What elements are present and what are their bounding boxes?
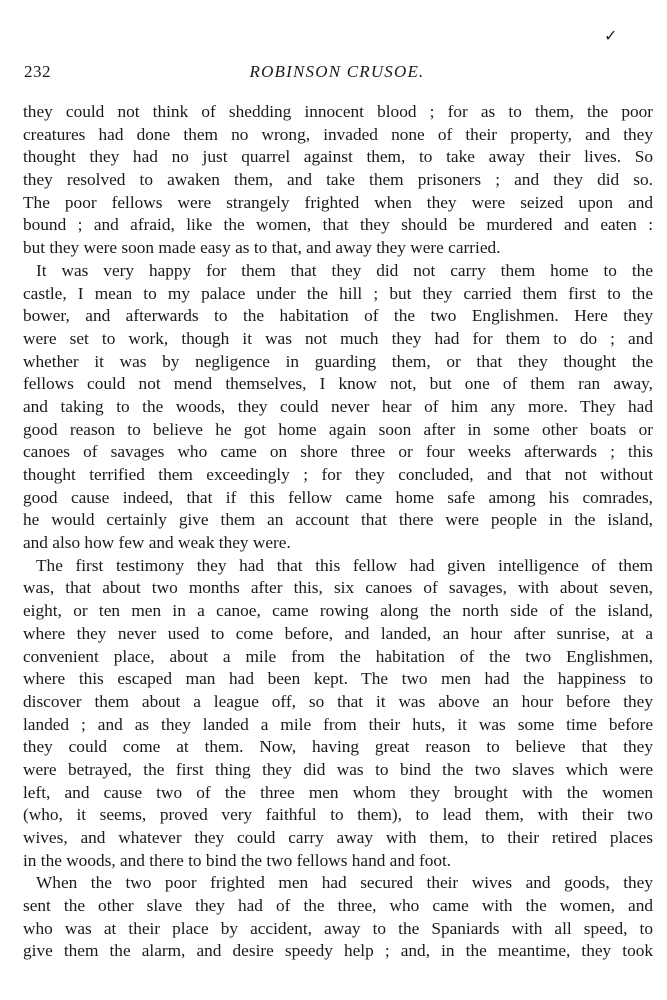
text-line: When the two poor frighted men had secured their wives and goods, they — [36, 873, 653, 893]
text-line: in the woods, and there to bind the two fellows hand and foot. — [23, 850, 452, 870]
text-line: fellows could not mend themselves, I know not, but one of them ran away, — [23, 374, 653, 394]
check-mark: ✓ — [604, 28, 618, 45]
text-line: The first testimony they had that this fellow had given intelligence of them — [36, 555, 653, 575]
text-line: was, that about two months after this, six canoes of savages, with about seven, — [23, 578, 653, 598]
text-line: where this escaped man had been kept. The two men had the happiness to — [23, 669, 653, 689]
text-line: The poor fellows were strangely frighted when they were seized upon and — [23, 192, 653, 212]
text-line: (who, it seems, proved very faithful to them), to lead them, with their two — [23, 805, 653, 825]
text-line: castle, I mean to my palace under the hill ; but they carried them first to the — [23, 283, 653, 303]
page-number: 232 — [24, 62, 51, 81]
text-line: he would certainly give them an account that there were people in the island, — [23, 510, 653, 530]
paragraph — [23, 555, 653, 873]
text-line: convenient place, about a mile from the habitation of the two Englishmen, — [23, 646, 653, 666]
text-line: thought they had no just quarrel against them, to take away their lives. So — [23, 147, 653, 167]
body-text — [23, 101, 653, 963]
text-line: canoes of savages who came on shore three or four weeks afterwards ; this — [23, 442, 653, 462]
text-line: where they never used to come before, and landed, an hour after sunrise, at a — [23, 623, 653, 643]
text-line: bound ; and afraid, like the women, that they should be murdered and eaten : — [23, 215, 653, 235]
text-line: they resolved to awaken them, and take them prisoners ; and they did so. — [23, 170, 653, 190]
text-line: eight, or ten men in a canoe, came rowing along the north side of the island, — [23, 601, 653, 621]
text-line: were set to work, though it was not much they had for them to do ; and — [23, 328, 653, 348]
text-line: bower, and afterwards to the habitation of the two Englishmen. Here they — [23, 306, 653, 326]
text-line: thought terrified them exceedingly ; for they concluded, and that not without — [23, 465, 653, 484]
text-line: wives, and whatever they could carry away with them, to their retired places — [23, 828, 653, 847]
text-line: they could come at them. Now, having great reason to believe that they — [23, 737, 653, 757]
paragraph — [23, 872, 653, 963]
text-line: but they were soon made easy as to that, and away they were carried. — [23, 238, 501, 258]
paragraph — [23, 101, 653, 260]
text-line: It was very happy for them that they did not carry them home to the — [36, 260, 653, 280]
text-line: landed ; and as they landed a mile from their huts, it was some time before — [23, 714, 653, 734]
text-line: good reason to believe he got home again soon after in some other boats or — [23, 419, 653, 439]
text-line: who was at their place by accident, away to the Spaniards with all speed, to — [23, 918, 653, 938]
text-line: sent the other slave they had of the three, who came with the women, and — [23, 896, 653, 916]
text-line: good cause indeed, that if this fellow came home safe among his comrades, — [23, 487, 653, 507]
paragraph — [23, 260, 653, 555]
text-line: were betrayed, the first thing they did was to bind the two slaves which were — [23, 759, 653, 779]
text-line: they could not think of shedding innocent blood ; for as to them, the poor — [23, 102, 653, 121]
running-head — [24, 62, 650, 86]
text-line: left, and cause two of the three men whom they brought with the women — [23, 782, 653, 802]
text-line: discover them about a league off, so that it was above an hour before they — [23, 691, 653, 711]
text-line: give them the alarm, and desire speedy help ; and, in the meantime, they took — [23, 941, 653, 961]
text-line: and also how few and weak they were. — [23, 533, 291, 553]
text-line: creatures had done them no wrong, invaded none of their property, and they — [23, 124, 653, 144]
text-line: whether it was by negligence in guarding them, or that they thought the — [23, 351, 653, 371]
book-title: ROBINSON CRUSOE. — [249, 62, 425, 81]
text-line: and taking to the woods, they could never hear of him any more. They had — [23, 396, 653, 416]
